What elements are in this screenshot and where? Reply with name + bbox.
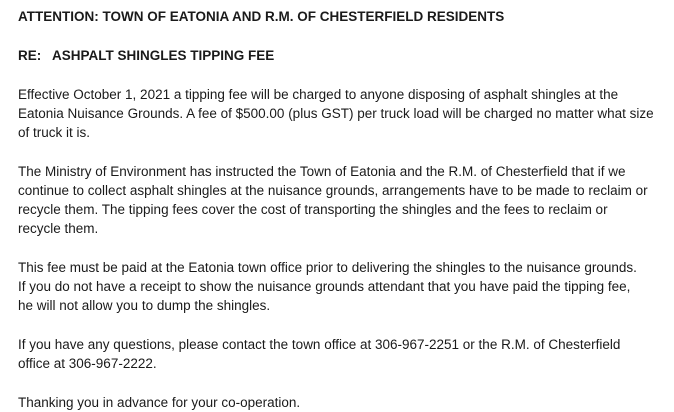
paragraph-payment: [18, 258, 664, 315]
re-heading: [18, 47, 664, 64]
paragraph-line: If you have any questions, please contact the town office at 306-967-2251 or the R.M. of Chesterfield: [18, 337, 621, 352]
paragraph-ministry: [18, 162, 664, 238]
paragraph-line: recycle them. The tipping fees cover the cost of transporting the shingles and the fees to reclaim or: [18, 202, 608, 217]
paragraph-line: continue to collect asphalt shingles at the nuisance grounds, arrangements have to be made to reclaim or: [18, 183, 648, 198]
paragraph-line: The Ministry of Environment has instructed the Town of Eatonia and the R.M. of Chesterfield that if we: [18, 164, 626, 179]
re-label: RE:: [18, 48, 42, 63]
paragraph-closing: [18, 393, 664, 412]
paragraph-line: Thanking you in advance for your co-operation.: [18, 395, 301, 410]
paragraph-contact: [18, 335, 664, 373]
paragraph-line: Eatonia Nuisance Grounds. A fee of $500.00 (plus GST) per truck load will be charged no matter what size: [18, 106, 654, 121]
paragraph-line: If you do not have a receipt to show the nuisance grounds attendant that you have paid the tipping fee,: [18, 279, 631, 294]
paragraph-line: recycle them.: [18, 221, 99, 236]
paragraph-line: of truck it is.: [18, 125, 91, 140]
attention-heading: ATTENTION: TOWN OF EATONIA AND R.M. OF CHESTERFIELD RESIDENTS: [18, 9, 505, 24]
re-subject: ASHPALT SHINGLES TIPPING FEE: [52, 48, 275, 63]
paragraph-line: office at 306-967-2222.: [18, 356, 157, 371]
paragraph-effective-date: [18, 85, 664, 142]
paragraph-line: This fee must be paid at the Eatonia town office prior to delivering the shingles to the nuisance grounds.: [18, 260, 637, 275]
paragraph-line: Effective October 1, 2021 a tipping fee will be charged to anyone disposing of asphalt shingles at the: [18, 87, 619, 102]
paragraph-line: he will not allow you to dump the shingles.: [18, 298, 271, 313]
